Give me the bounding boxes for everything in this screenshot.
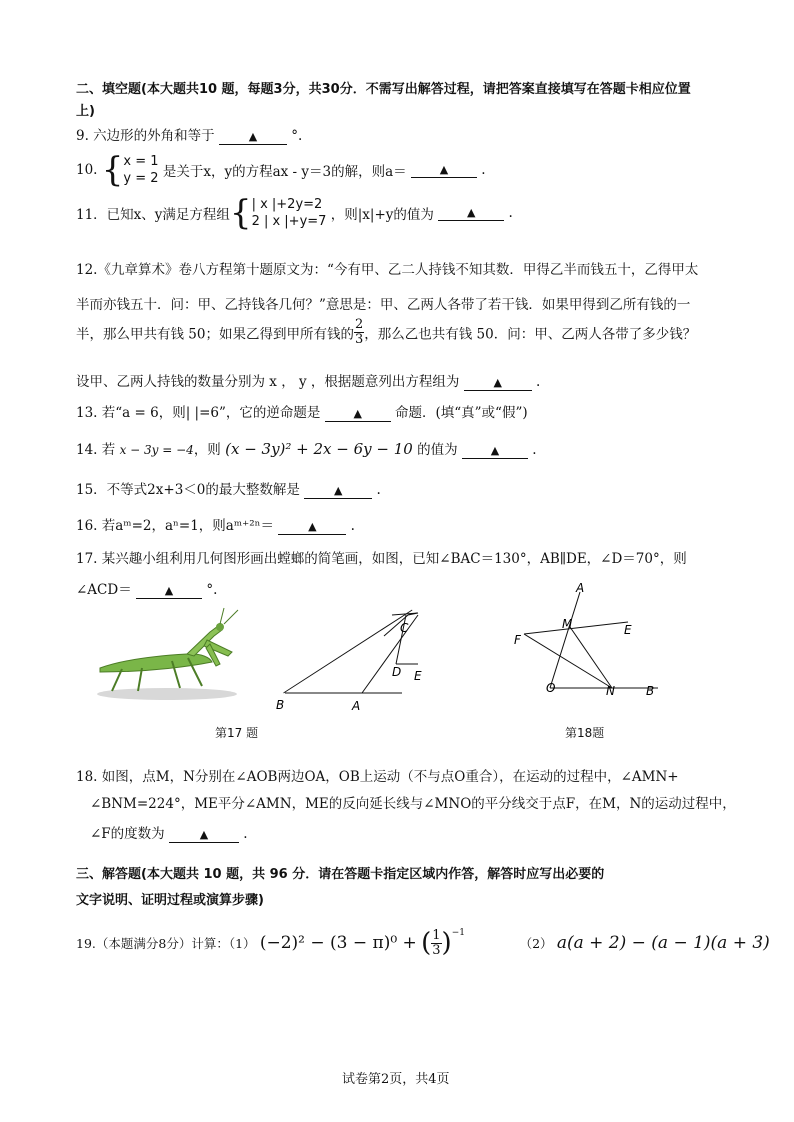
label-b: B [276,698,285,712]
q12-line3 [76,318,696,347]
q12-line2: 半而亦钱五十．问：甲、乙持钱各几何？”意思是：甲、乙两人各带了若干钱．如果甲得到乙所有钱的一 [76,297,691,313]
q12-line3b: ，那么乙也共有钱 50．问：甲、乙两人各带了多少钱？ [364,326,697,343]
equation-system: | x |+2y=2 2 | x |+y=7 [251,197,327,229]
question-19 [76,928,770,958]
page-footer: 试卷第2页，共4页 [342,1072,450,1087]
label-b: B [646,684,655,698]
q12-line3a: 半，那么甲共有钱 50；如果乙得到甲所有钱的 [76,326,354,343]
figure-17-diagram [270,610,422,715]
answer-blank: ▲ [169,827,239,843]
q18-suffix: . [243,826,248,842]
fraction-one-third: $\frac{1}{3}$ [432,927,441,958]
q17-line2 [76,578,217,599]
question-15 [76,478,381,499]
label-e: E [414,669,422,683]
label-a: A [576,581,585,595]
q18-line3 [90,822,248,843]
mantis-image [92,606,242,706]
label-f: F [514,633,521,647]
label-o: O [546,681,556,695]
paren-open: ( [421,928,432,958]
q14-suffix: . [532,442,537,458]
question-9 [76,124,302,145]
label-e: E [624,623,632,637]
q10-number: 10. [76,162,98,178]
answer-blank: ▲ [325,406,391,422]
q13-text: 13. 若“a = 6，则| |=6”，它的逆命题是 [76,405,321,421]
answer-blank: ▲ [219,129,287,145]
figure-18-diagram [510,580,660,705]
question-11 [76,193,513,233]
q19-text: 19.（本题满分8分）计算：（1） [76,936,256,951]
q14-text-b: ，则 [193,442,221,458]
paren-close: ) [441,928,452,958]
figure-17-caption: 第17 题 [215,726,259,740]
label-d: D [392,665,402,679]
q14-condition: x − 3y = −4 [119,443,194,457]
exponent: −1 [451,928,465,938]
label-c: C [400,621,409,635]
q15-suffix: . [376,482,381,498]
q11-text-b: ，则|x|+y的值为 [330,207,434,223]
answer-blank: ▲ [438,205,504,221]
question-10 [76,150,486,190]
q14-text-c: 的值为 [417,442,458,458]
section2-header-cont: 上) [76,104,95,119]
q14-text-a: 14. 若 [76,442,116,458]
question-14 [76,438,537,459]
q12-line1: 12.《九章算术》卷八方程第十题原文为：“今有甲、乙二人持钱不知其数．甲得乙半而钱五十，乙得甲太 [76,262,699,278]
equation-system: x = 1 y = 2 [123,154,159,186]
q18-line2: ∠BNM=224°，ME平分∠AMN，ME的反向延长线与∠MNO的平分线交于点F，在M，N的运动过程中， [90,796,736,812]
q19-expression-1: (−2)² − (3 − π)⁰ + [259,933,417,953]
q11-suffix: . [508,205,513,221]
q17-suffix: °. [206,582,218,598]
q13-suffix: 命题．(填“真”或“假”) [394,405,528,421]
label-a: A [352,699,361,713]
section2-header: 二、填空题(本大题共10 题，每题3分，共30分．不需写出解答过程，请把答案直接填写在答题卡相应位置 [76,82,691,97]
section3-header-cont: 文字说明、证明过程或演算步骤) [76,893,264,908]
q10-suffix: . [481,162,486,178]
q9-text: 9. 六边形的外角和等于 [76,128,215,144]
q12-suffix: . [536,374,541,390]
q11-text-a: 11．已知x、y满足方程组 [76,207,230,223]
q16-suffix: . [350,518,355,534]
q12-line4 [76,370,540,391]
fraction-two-thirds: $\frac{2}{3}$ [354,317,364,347]
label-n: N [606,684,615,698]
q16-text: 16. 若aᵐ=2，aⁿ=1，则aᵐ⁺²ⁿ＝ [76,518,274,534]
answer-blank: ▲ [411,162,477,178]
figure-18-caption: 第18题 [565,726,605,740]
q17-text: ∠ACD＝ [76,582,132,598]
q9-suffix: °. [291,128,303,144]
question-13 [76,401,528,422]
q10-text: 是关于x，y的方程ax - y＝3的解，则a＝ [162,164,407,180]
q18-text: ∠F的度数为 [90,826,165,842]
q12-line4-text: 设甲、乙两人持钱的数量分别为 x ， y ，根据题意列出方程组为 [76,374,460,390]
answer-blank: ▲ [304,483,372,499]
answer-blank: ▲ [278,519,346,535]
q19-expression-2: a(a + 2) − (a − 1)(a + 3) [556,933,770,953]
q19-part2-label: （2） [519,936,553,951]
left-brace: { [101,150,124,190]
label-m: M [562,617,573,631]
q18-line1: 18. 如图，点M，N分别在∠AOB两边OA，OB上运动（不与点O重合），在运动的过程中，∠AMN+ [76,769,679,785]
answer-blank: ▲ [462,443,528,459]
q14-expression: (x − 3y)² + 2x − 6y − 10 [225,440,413,458]
question-16 [76,514,355,535]
section3-header: 三、解答题(本大题共 10 题，共 96 分．请在答题卡指定区域内作答，解答时应写出必要的 [76,867,605,882]
answer-blank: ▲ [464,375,532,391]
left-brace: { [229,193,252,233]
q17-line1: 17. 某兴趣小组利用几何图形画出螳螂的简笔画，如图，已知∠BAC＝130°，AB∥DE，∠D＝70°，则 [76,551,687,567]
answer-blank: ▲ [136,583,202,599]
q15-text: 15．不等式2x+3＜0的最大整数解是 [76,482,300,498]
